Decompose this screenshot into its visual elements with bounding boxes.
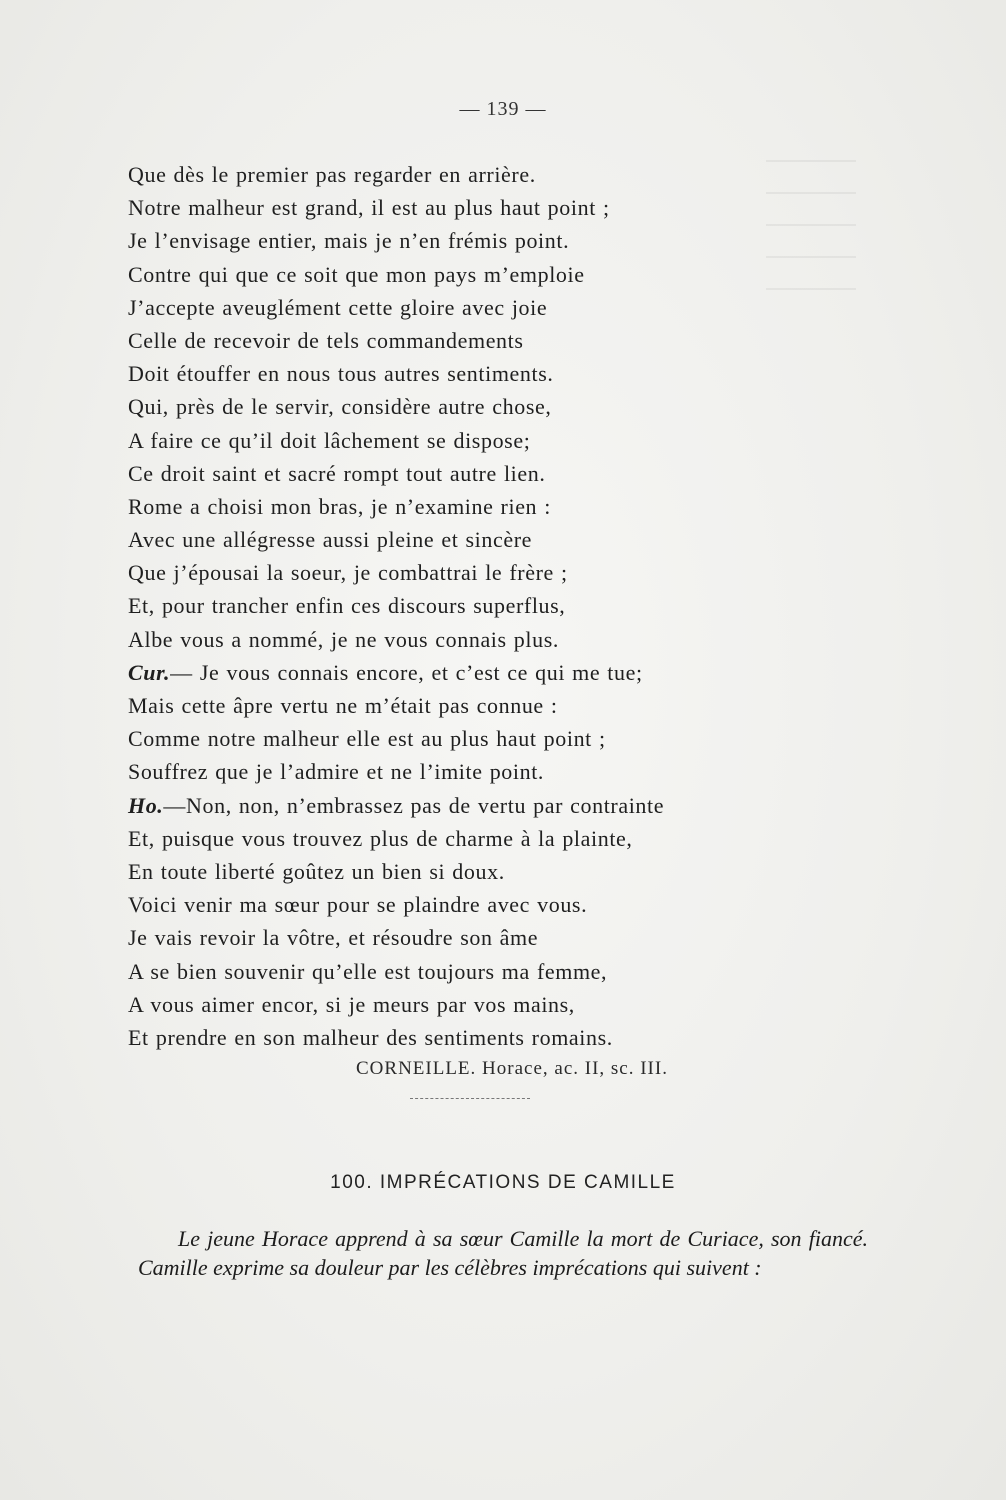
verse-text: Comme notre malheur elle est au plus haut point ; [128, 726, 606, 752]
verse-text: Albe vous a nommé, je ne vous connais plus. [128, 626, 559, 652]
verse-line [128, 390, 828, 423]
verse-text: Souffrez que je l’admire et ne l’imite point. [128, 759, 545, 785]
section-heading: 100. IMPRÉCATIONS DE CAMILLE [330, 1172, 676, 1193]
verse-text: A se bien souvenir qu’elle est toujours ma femme, [128, 958, 608, 984]
verse-text: Mais cette âpre vertu ne m’était pas connue : [128, 693, 558, 718]
verse-line [128, 822, 828, 855]
verse-text: Voici venir ma sœur pour se plaindre avec vous. [128, 892, 588, 918]
verse-text: Que j’épousai la soeur, je combattrai le frère ; [128, 560, 568, 586]
verse-text: Je vais revoir la vôtre, et résoudre son âme [128, 925, 539, 951]
verse-line [128, 357, 828, 390]
verse-line [128, 955, 828, 988]
verse-line [128, 158, 828, 191]
verse-line [128, 424, 828, 457]
verse-text: Et prendre en son malheur des sentiments romains. [128, 1024, 613, 1050]
verse-line [128, 523, 828, 556]
verse-text: J’accepte aveuglément cette gloire avec joie [128, 294, 548, 320]
speaker-label: Ho. [128, 792, 164, 818]
verse-text: Que dès le premier pas regarder en arrière. [128, 162, 536, 187]
verse-text: —Non, non, n’embrassez pas de vertu par contrainte [163, 792, 665, 818]
verse-line [128, 224, 828, 257]
verse-line [128, 291, 828, 324]
verse-text: Je l’envisage entier, mais je n’en frémis point. [128, 228, 570, 254]
section-intro: Le jeune Horace apprend à sa sœur Camille la mort de Curiace, son fiancé. Camille exprime sa douleur par les célèbres imprécations qui suivent : [138, 1226, 868, 1280]
verse-text: En toute liberté goûtez un bien si doux. [128, 858, 505, 884]
verse-text: Et, pour trancher enfin ces discours superflus, [128, 593, 566, 619]
verse-line [128, 656, 828, 689]
verse-line [128, 490, 828, 523]
verse-text: A vous aimer encor, si je meurs par vos mains, [128, 991, 575, 1017]
verse-line [128, 855, 828, 888]
verse-line [128, 589, 828, 622]
verse-text: Qui, près de le servir, considère autre chose, [128, 394, 552, 420]
verse-text: Celle de recevoir de tels commandements [128, 327, 524, 353]
verse-text: Notre malheur est grand, il est au plus haut point ; [128, 195, 610, 221]
verse-line [128, 921, 828, 954]
verse-line [128, 789, 828, 822]
verse-line [128, 258, 828, 291]
source-attribution: CORNEILLE. Horace, ac. II, sc. III. [356, 1058, 668, 1079]
verse-text: — Je vous connais encore, et c’est ce qui me tue; [170, 659, 643, 685]
verse-line [128, 722, 828, 755]
speaker-label: Cur. [128, 659, 171, 685]
verse-block [128, 158, 828, 1054]
verse-text: Rome a choisi mon bras, je n’examine rien : [128, 493, 551, 519]
verse-line [128, 689, 828, 722]
verse-text: Et, puisque vous trouvez plus de charme à la plainte, [128, 825, 633, 851]
verse-line [128, 324, 828, 357]
verse-text: Contre qui que ce soit que mon pays m’emploie [128, 261, 585, 287]
page-number: — 139 — [459, 98, 547, 120]
verse-line [128, 888, 828, 921]
verse-text: Avec une allégresse aussi pleine et sincère [128, 527, 533, 553]
verse-text: Doit étouffer en nous tous autres sentiments. [128, 361, 554, 387]
verse-text: A faire ce qu’il doit lâchement se dispose; [128, 427, 531, 453]
verse-line [128, 457, 828, 490]
verse-line [128, 1021, 828, 1054]
section-divider [410, 1098, 530, 1099]
verse-line [128, 988, 828, 1021]
verse-line [128, 191, 828, 224]
verse-text: Ce droit saint et sacré rompt tout autre lien. [128, 460, 546, 486]
verse-line [128, 556, 828, 589]
verse-line [128, 755, 828, 788]
verse-line [128, 623, 828, 656]
